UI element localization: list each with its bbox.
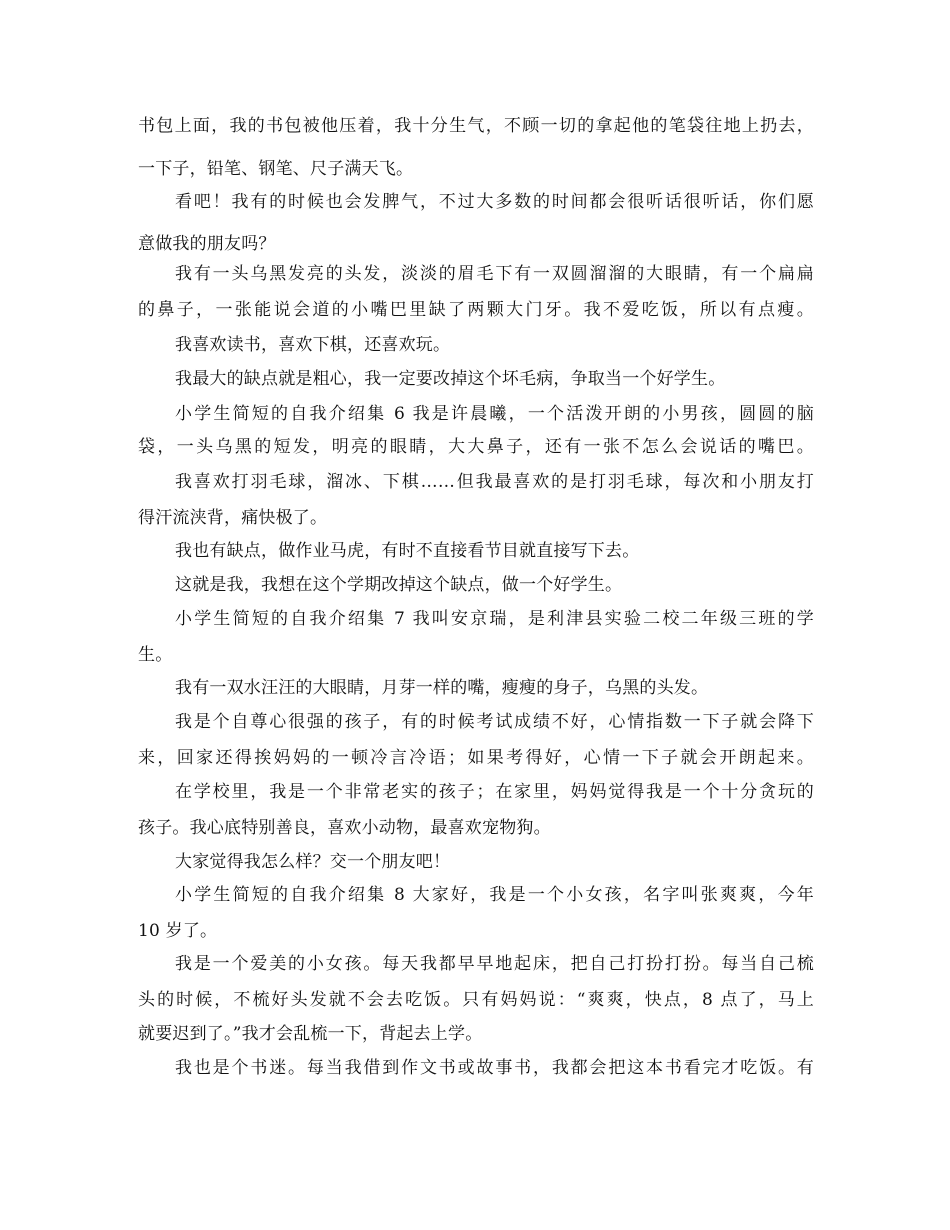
text-line: 生。 [138,645,173,665]
text-line: 我喜欢读书，喜欢下棋，还喜欢玩。 [175,335,451,355]
text-line: 我喜欢打羽毛球，溜冰、下棋……但我最喜欢的是打羽毛球，每次和小朋友打 [175,472,814,492]
text-line: 孩子。我心底特别善良，喜欢小动物，最喜欢宠物狗。 [138,818,551,838]
text-line: 袋，一头乌黑的短发，明亮的眼睛，大大鼻子，还有一张不怎么会说话的嘴巴。 [138,437,814,457]
text-line: 书包上面，我的书包被他压着，我十分生气，不顾一切的拿起他的笔袋往地上扔去， [138,116,814,136]
text-line: 我是一个爱美的小女孩。每天我都早早地起床，把自己打扮打扮。每当自己梳 [175,954,814,974]
text-line: 得汗流浃背，痛快极了。 [138,508,328,528]
text-line: 这就是我，我想在这个学期改掉这个缺点，做一个好学生。 [175,575,623,595]
text-line: 来，回家还得挨妈妈的一顿冷言冷语；如果考得好，心情一下子就会开朗起来。 [138,748,814,768]
text-line: 头的时候，不梳好头发就不会去吃饭。只有妈妈说：“爽爽，快点，8 点了，马上 [138,990,814,1010]
text-line: 我也是个书迷。每当我借到作文书或故事书，我都会把这本书看完才吃饭。有 [175,1058,814,1078]
text-line: 我有一双水汪汪的大眼睛，月芽一样的嘴，瘦瘦的身子，乌黑的头发。 [175,678,709,698]
text-line: 就要迟到了。”我才会乱梳一下，背起去上学。 [138,1024,483,1044]
text-line: 一下子，铅笔、钢笔、尺子满天飞。 [138,159,414,179]
text-line: 看吧！我有的时候也会发脾气，不过大多数的时间都会很听话很听话，你们愿 [175,192,814,212]
text-line: 小学生简短的自我介绍集 8 大家好，我是一个小女孩，名字叫张爽爽，今年 [175,885,814,905]
text-line: 意做我的朋友吗？ [138,234,276,254]
text-line: 我是个自尊心很强的孩子，有的时候考试成绩不好，心情指数一下子就会降下 [175,712,814,732]
text-line: 大家觉得我怎么样？交一个朋友吧！ [175,852,451,872]
text-line: 我有一头乌黑发亮的头发，淡淡的眉毛下有一双圆溜溜的大眼睛，有一个扁扁 [175,264,814,284]
text-line: 我最大的缺点就是粗心，我一定要改掉这个坏毛病，争取当一个好学生。 [175,369,726,389]
text-line: 我也有缺点，做作业马虎，有时不直接看节目就直接写下去。 [175,541,640,561]
text-line: 小学生简短的自我介绍集 6 我是许晨曦，一个活泼开朗的小男孩，圆圆的脑 [175,404,814,424]
text-line: 10 岁了。 [138,921,218,941]
text-line: 在学校里，我是一个非常老实的孩子；在家里，妈妈觉得我是一个十分贪玩的 [175,782,814,802]
text-line: 小学生简短的自我介绍集 7 我叫安京瑞，是利津县实验二校二年级三班的学 [175,609,814,629]
text-line: 的鼻子，一张能说会道的小嘴巴里缺了两颗大门牙。我不爱吃饭，所以有点瘦。 [138,300,814,320]
